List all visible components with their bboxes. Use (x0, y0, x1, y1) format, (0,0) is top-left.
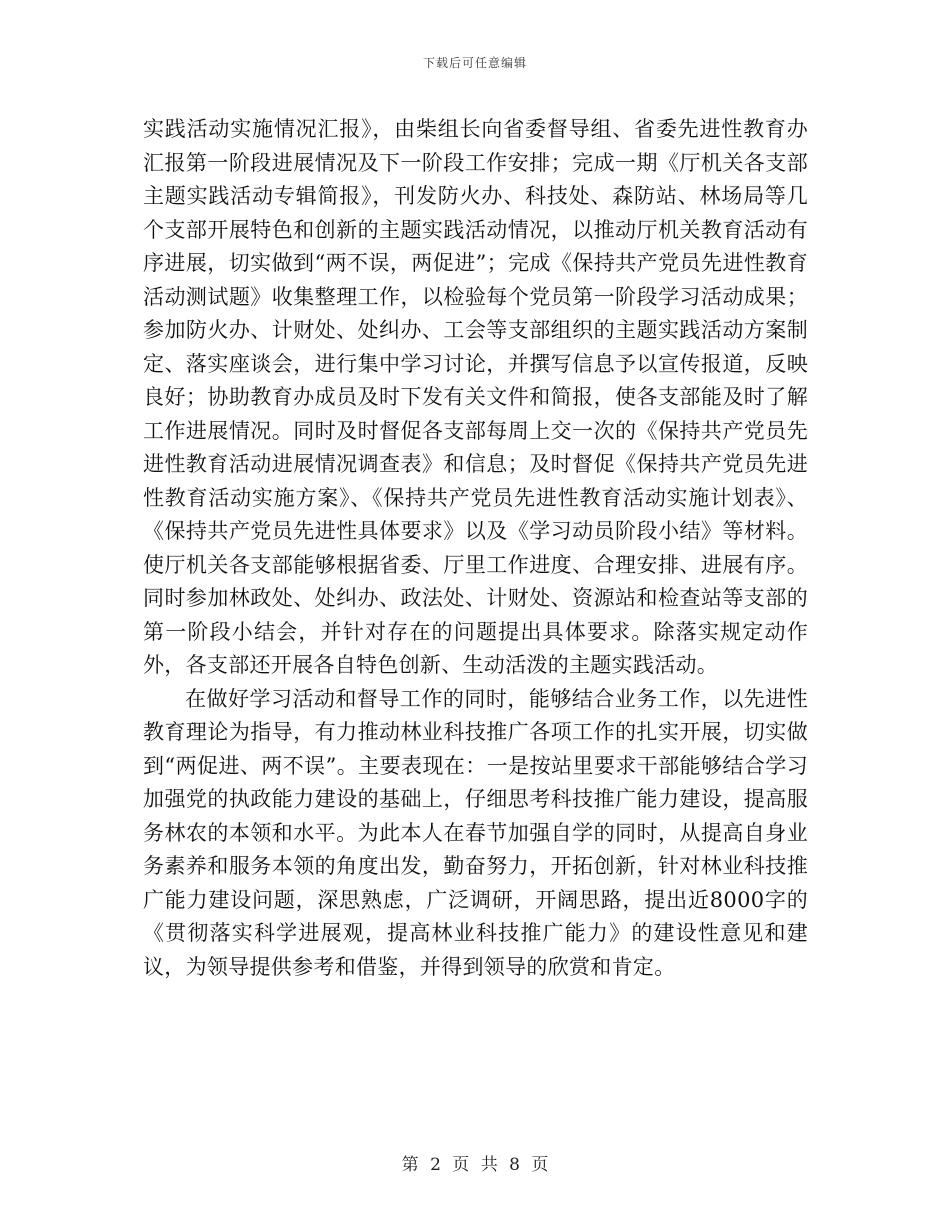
paragraph: 在做好学习活动和督导工作的同时，能够结合业务工作，以先进性教育理论为指导，有力推动林业科技推广各项工作的扎实开展，切实做到“两促进、两不误”。主要表现在：一是按站里要求干部能够结合学习加强党的执政能力建设的基础上，仔细思考科技推广能力建设，提高服务林农的本领和水平。为此本人在春节加强自学的同时，从提高自身业务素养和服务本领的角度出发，勤奋努力，开拓创新，针对林业科技推广能力建设问题，深思熟虑，广泛调研，开阔思路，提出近8000字的《贯彻落实科学进展观，提高林业科技推广能力》的建设性意见和建议，为领导提供参考和借鉴，并得到领导的欣赏和肯定。 (143, 686, 808, 979)
document-body (143, 113, 808, 984)
page-header: 下载后可任意编辑 (422, 56, 527, 70)
page-number: 第 2 页 共 8 页 (401, 1155, 549, 1175)
paragraph: 实践活动实施情况汇报》，由柴组长向省委督导组、省委先进性教育办汇报第一阶段进展情况及下一阶段工作安排；完成一期《厅机关各支部主题实践活动专辑简报》，刊发防火办、科技处、森防站、林场局等几个支部开展特色和创新的主题实践活动情况，以推动厅机关教育活动有序进展，切实做到“两不误，两促进”；完成《保持共产党员先进性教育活动测试题》收集整理工作，以检验每个党员第一阶段学习活动成果；参加防火办、计财处、处纠办、工会等支部组织的主题实践活动方案制定、落实座谈会，进行集中学习讨论，并撰写信息予以宣传报道，反映良好；协助教育办成员及时下发有关文件和简报，使各支部能及时了解工作进展情况。同时及时督促各支部每周上交一次的《保持共产党员先进性教育活动进展情况调查表》和信息；及时督促《保持共产党员先进性教育活动实施方案》、《保持共产党员先进性教育活动实施计划表》、《保持共产党员先进性具体要求》以及《学习动员阶段小结》等材料。使厅机关各支部能够根据省委、厅里工作进度、合理安排、进展有序。同时参加林政处、处纠办、政法处、计财处、资源站和检查站等支部的第一阶段小结会，并针对存在的问题提出具体要求。除落实规定动作外，各支部还开展各自特色创新、生动活泼的主题实践活动。 (143, 117, 808, 677)
